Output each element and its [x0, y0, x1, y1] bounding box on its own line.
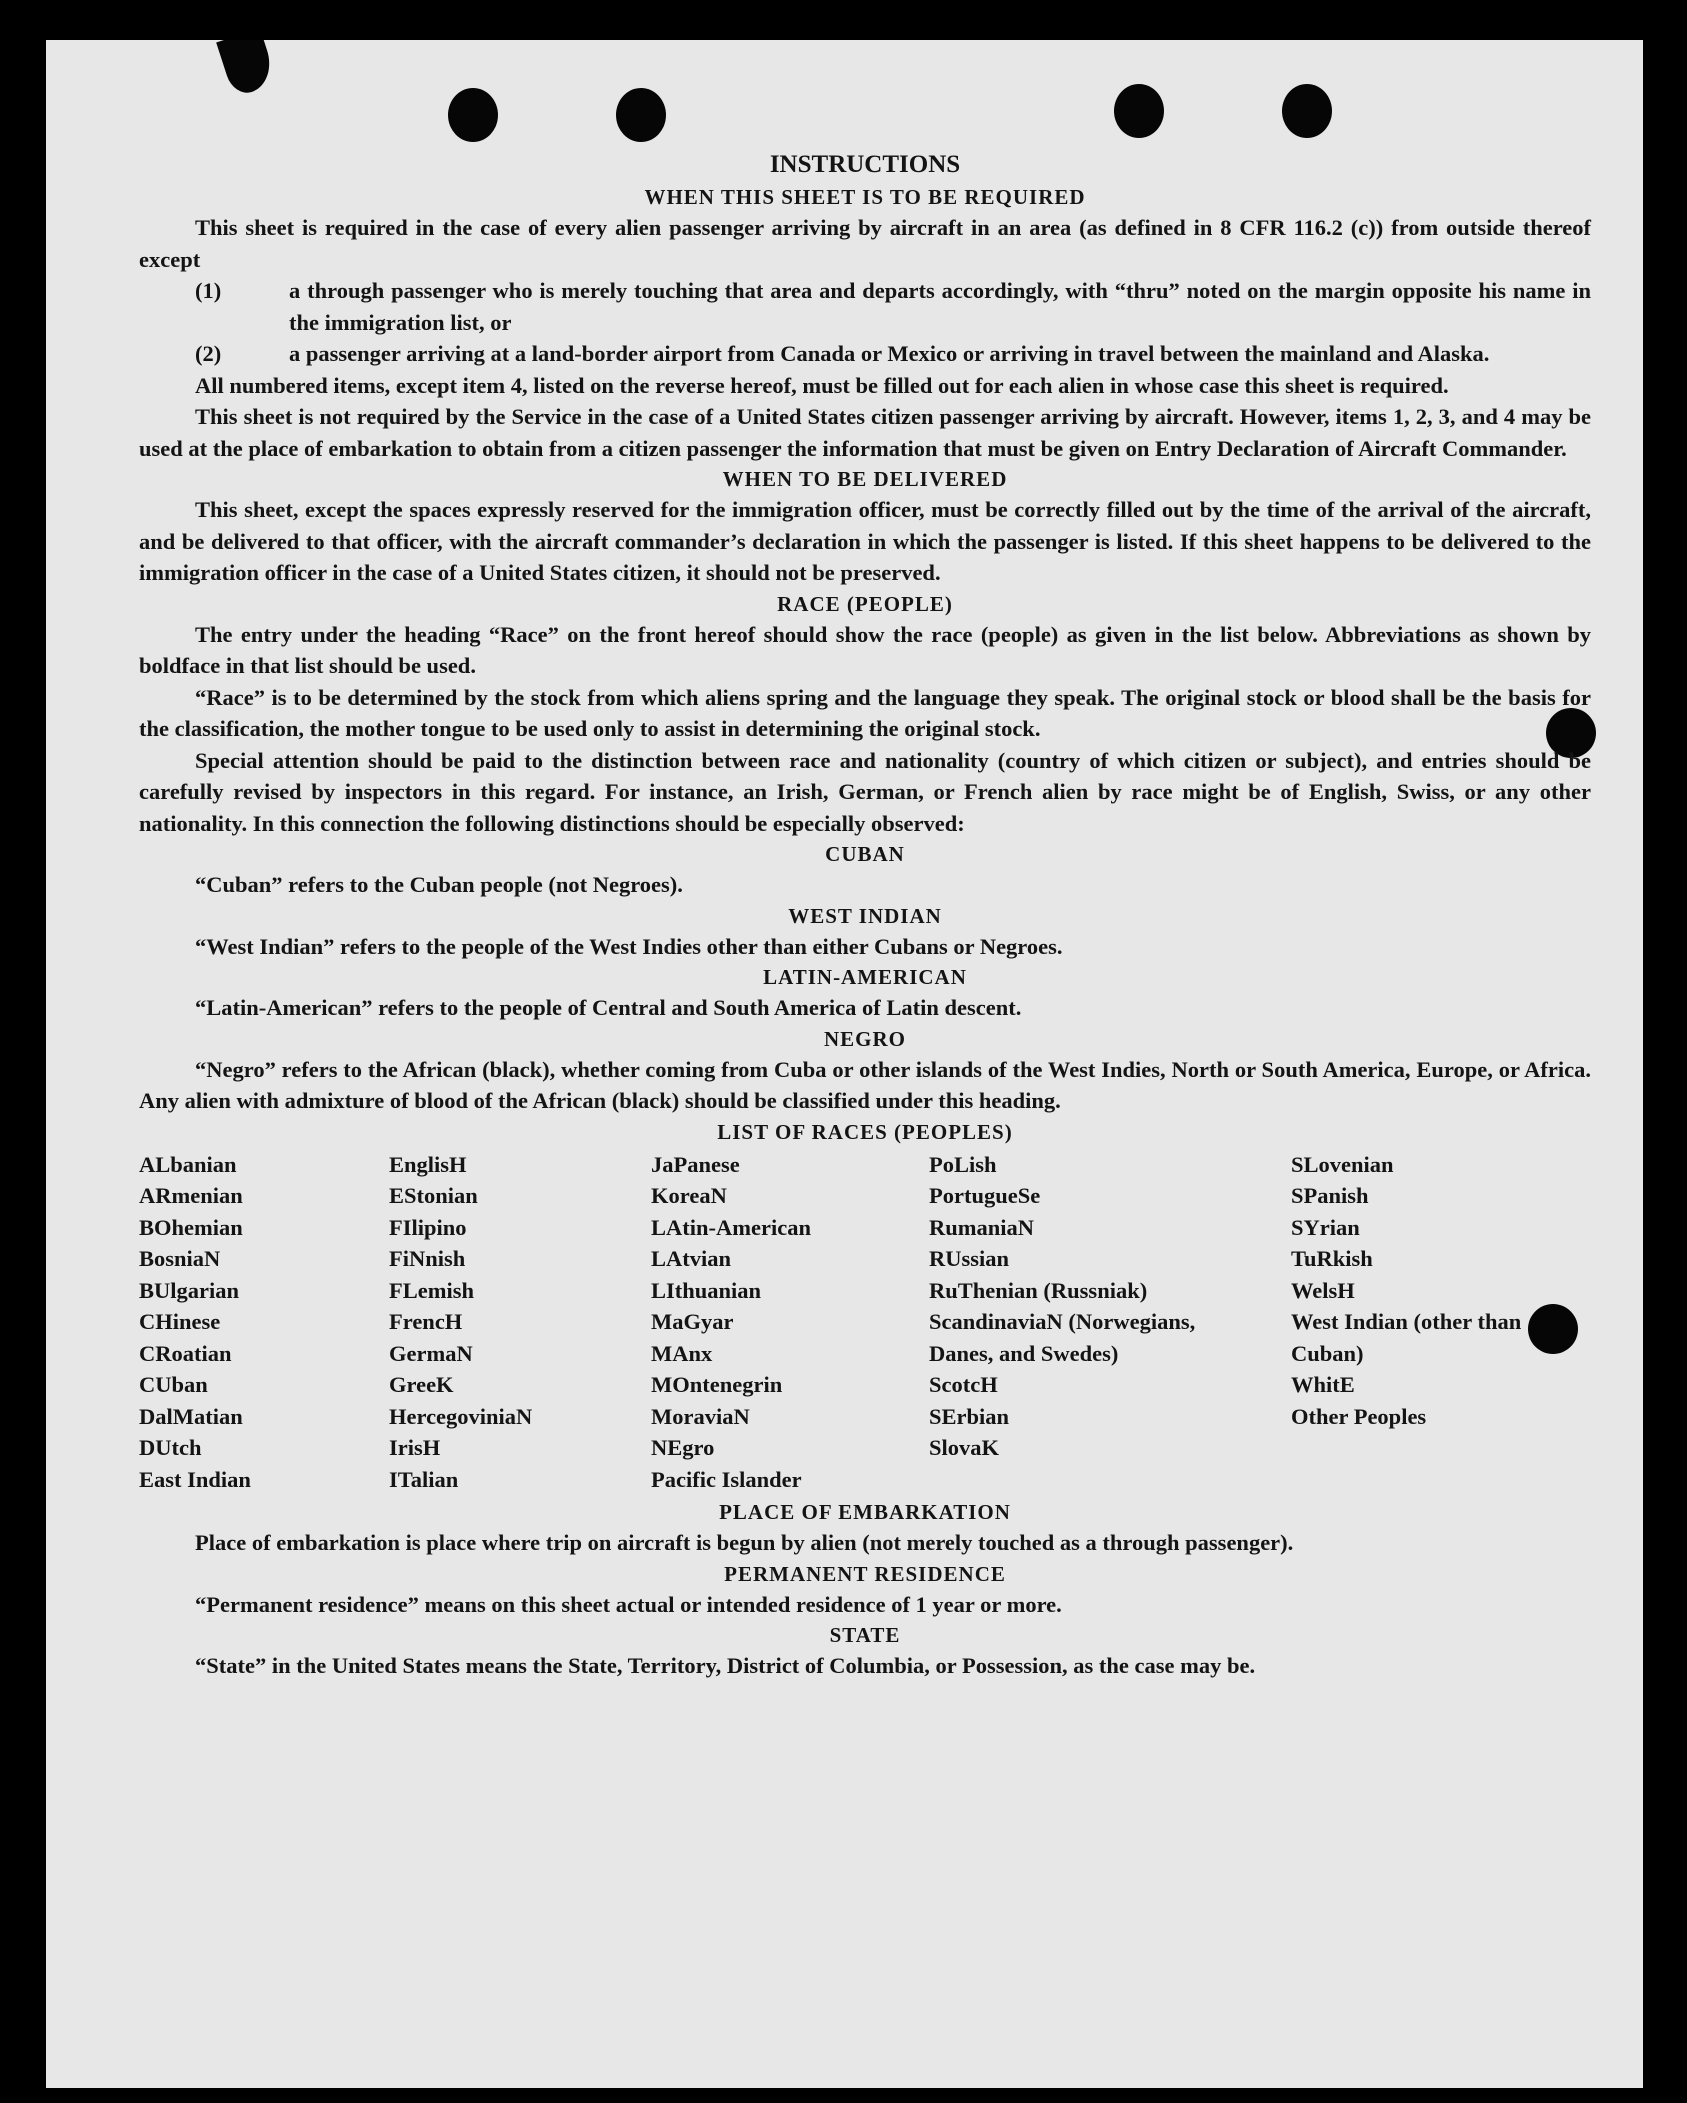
paragraph: “Negro” refers to the African (black), whether coming from Cuba or other islands of the West Indies, North or South America, Europe, or Africa. Any alien with admixture of blood of the African (black) should be classified under this heading. — [139, 1056, 1591, 1113]
list-item — [139, 338, 1591, 370]
race-list — [139, 1149, 1591, 1496]
item-text: a passenger arriving at a land-border airport from Canada or Mexico or arriving in travel between the mainland and Alaska. — [289, 341, 1490, 366]
race-column — [929, 1149, 1291, 1496]
list-item: CRoatian — [139, 1340, 232, 1366]
list-item: MOntenegrin — [651, 1372, 783, 1397]
section-heading: WHEN TO BE DELIVERED — [722, 467, 1008, 491]
list-item — [139, 275, 1591, 338]
paragraph: “Race” is to be determined by the stock from which aliens spring and the language they speak. The original stock or blood shall be the basis for the classification, the mother tongue to be used only to assist in determining the original stock. — [139, 684, 1591, 741]
list-item: ScotcH — [929, 1372, 998, 1397]
list-item: DalMatian — [139, 1403, 243, 1429]
list-item: PortugueSe — [929, 1183, 1041, 1208]
list-item: Pacific Islander — [651, 1466, 802, 1492]
list-item: SErbian — [929, 1403, 1010, 1429]
list-item: SlovaK — [929, 1435, 1000, 1460]
list-item: BosniaN — [139, 1246, 221, 1271]
section-heading: LIST OF RACES (PEOPLES) — [717, 1119, 1013, 1144]
punch-hole — [616, 88, 666, 142]
list-item: PoLish — [929, 1151, 997, 1177]
section-heading: PERMANENT RESIDENCE — [724, 1561, 1006, 1586]
list-item: MoraviaN — [651, 1403, 750, 1429]
paragraph: All numbered items, except item 4, listed on the reverse hereof, must be filled out for each alien in whose case this sheet is required. — [195, 372, 1449, 398]
race-column — [1291, 1149, 1591, 1496]
paragraph: This sheet, except the spaces expressly reserved for the immigration officer, must be correctly filled out by the time of the arrival of the aircraft, and be delivered to that officer, with the aircraft commander’s declaration in which the passenger is listed. If this sheet happens to be delivered to the immigration officer in the case of a United States citizen, it should not be preserved. — [139, 497, 1591, 585]
document-title: INSTRUCTIONS — [769, 151, 961, 178]
list-item: SPanish — [1291, 1183, 1369, 1208]
list-item: LIthuanian — [651, 1277, 762, 1303]
list-item: GermaN — [389, 1340, 473, 1366]
list-item: WhitE — [1291, 1372, 1355, 1397]
paragraph: Place of embarkation is place where trip on aircraft is begun by alien (not merely touched as a through passenger). — [195, 1530, 1294, 1555]
list-item: IrisH — [389, 1435, 441, 1460]
section-heading: CUBAN — [825, 842, 905, 866]
paragraph: This sheet is required in the case of every alien passenger arriving by aircraft in an area (as defined in 8 CFR 116.2 (c)) from outside thereof except — [139, 215, 1591, 272]
item-number: (2) — [195, 341, 222, 366]
list-item: KoreaN — [651, 1183, 727, 1208]
list-item: SYrian — [1291, 1214, 1360, 1240]
punch-hole — [1282, 84, 1332, 138]
paragraph: “State” in the United States means the State, Territory, District of Columbia, or Possession, as the case may be. — [195, 1653, 1256, 1678]
list-item: ARmenian — [139, 1183, 243, 1208]
list-item: LAtin-American — [651, 1214, 811, 1240]
list-item: ITalian — [389, 1466, 459, 1492]
list-item: GreeK — [389, 1372, 454, 1397]
section-heading: PLACE OF EMBARKATION — [719, 1500, 1011, 1524]
list-item: SLovenian — [1291, 1151, 1394, 1177]
list-item: FiNnish — [389, 1246, 466, 1271]
list-item: CUban — [139, 1372, 208, 1397]
list-item: EnglisH — [389, 1151, 467, 1177]
list-item: FLemish — [389, 1277, 475, 1303]
paragraph: “Permanent residence” means on this sheet actual or intended residence of 1 year or more. — [195, 1591, 1062, 1617]
section-heading: STATE — [829, 1623, 901, 1647]
race-column — [389, 1149, 651, 1496]
item-text: a through passenger who is merely touching that area and departs accordingly, with “thru” noted on the margin opposite his name in the immigration list, or — [289, 278, 1591, 335]
list-item: NEgro — [651, 1435, 715, 1460]
instructions-text — [139, 148, 1591, 1682]
list-item: JaPanese — [651, 1151, 740, 1177]
paragraph: “Cuban” refers to the Cuban people (not Negroes). — [195, 872, 683, 897]
list-item: RuThenian (Russniak) — [929, 1277, 1148, 1303]
list-item: FIlipino — [389, 1214, 467, 1240]
list-item: East Indian — [139, 1466, 251, 1492]
list-item: CHinese — [139, 1309, 221, 1334]
list-item: ALbanian — [139, 1151, 237, 1177]
section-heading: NEGRO — [823, 1026, 906, 1051]
list-item: RUssian — [929, 1246, 1010, 1271]
list-item: BUlgarian — [139, 1277, 240, 1303]
list-item: MaGyar — [651, 1309, 734, 1334]
list-item: ScandinaviaN (Norwegians, Danes, and Swedes) — [929, 1309, 1196, 1366]
section-heading: LATIN-AMERICAN — [763, 965, 967, 989]
section-heading: WEST INDIAN — [788, 903, 942, 928]
document-page — [46, 40, 1643, 2088]
list-item: BOhemian — [139, 1214, 243, 1240]
list-item: LAtvian — [651, 1246, 732, 1271]
list-item: West Indian (other than Cuban) — [1291, 1309, 1522, 1366]
item-number: (1) — [195, 278, 222, 303]
section-heading: RACE (PEOPLE) — [777, 591, 953, 616]
list-item: FrencH — [389, 1309, 463, 1334]
list-item: HercegoviniaN — [389, 1403, 533, 1429]
section-heading: WHEN THIS SHEET IS TO BE REQUIRED — [644, 185, 1086, 209]
punch-hole — [1114, 84, 1164, 138]
paragraph: Special attention should be paid to the distinction between race and nationality (country of which citizen or subject), and entries should be carefully revised by inspectors in this regard. For instance, an Irish, German, or French alien by race might be of English, Swiss, or any other nationality. In this connection the following distinctions should be especially observed: — [139, 747, 1591, 836]
torn-corner — [216, 40, 278, 98]
list-item: EStonian — [389, 1183, 478, 1208]
list-item: TuRkish — [1291, 1246, 1373, 1271]
race-column — [139, 1149, 389, 1496]
list-item: MAnx — [651, 1340, 713, 1366]
list-item: WelsH — [1291, 1277, 1355, 1303]
paragraph: “West Indian” refers to the people of the West Indies other than either Cubans or Negroes. — [195, 933, 1063, 959]
list-item: RumaniaN — [929, 1214, 1035, 1240]
list-item: DUtch — [139, 1435, 202, 1460]
paragraph: This sheet is not required by the Service in the case of a United States citizen passenger arriving by aircraft. However, items 1, 2, 3, and 4 may be used at the place of embarkation to obtain from a citizen passenger the information that must be given on Entry Declaration of Aircraft Commander. — [139, 404, 1591, 461]
paragraph: The entry under the heading “Race” on the front hereof should show the race (people) as given in the list below. Abbreviations as shown by boldface in that list should be used. — [139, 621, 1591, 678]
paragraph: “Latin-American” refers to the people of Central and South America of Latin descent. — [195, 995, 1022, 1020]
punch-hole — [448, 88, 498, 142]
list-item: Other Peoples — [1291, 1403, 1427, 1429]
race-column — [651, 1149, 929, 1496]
